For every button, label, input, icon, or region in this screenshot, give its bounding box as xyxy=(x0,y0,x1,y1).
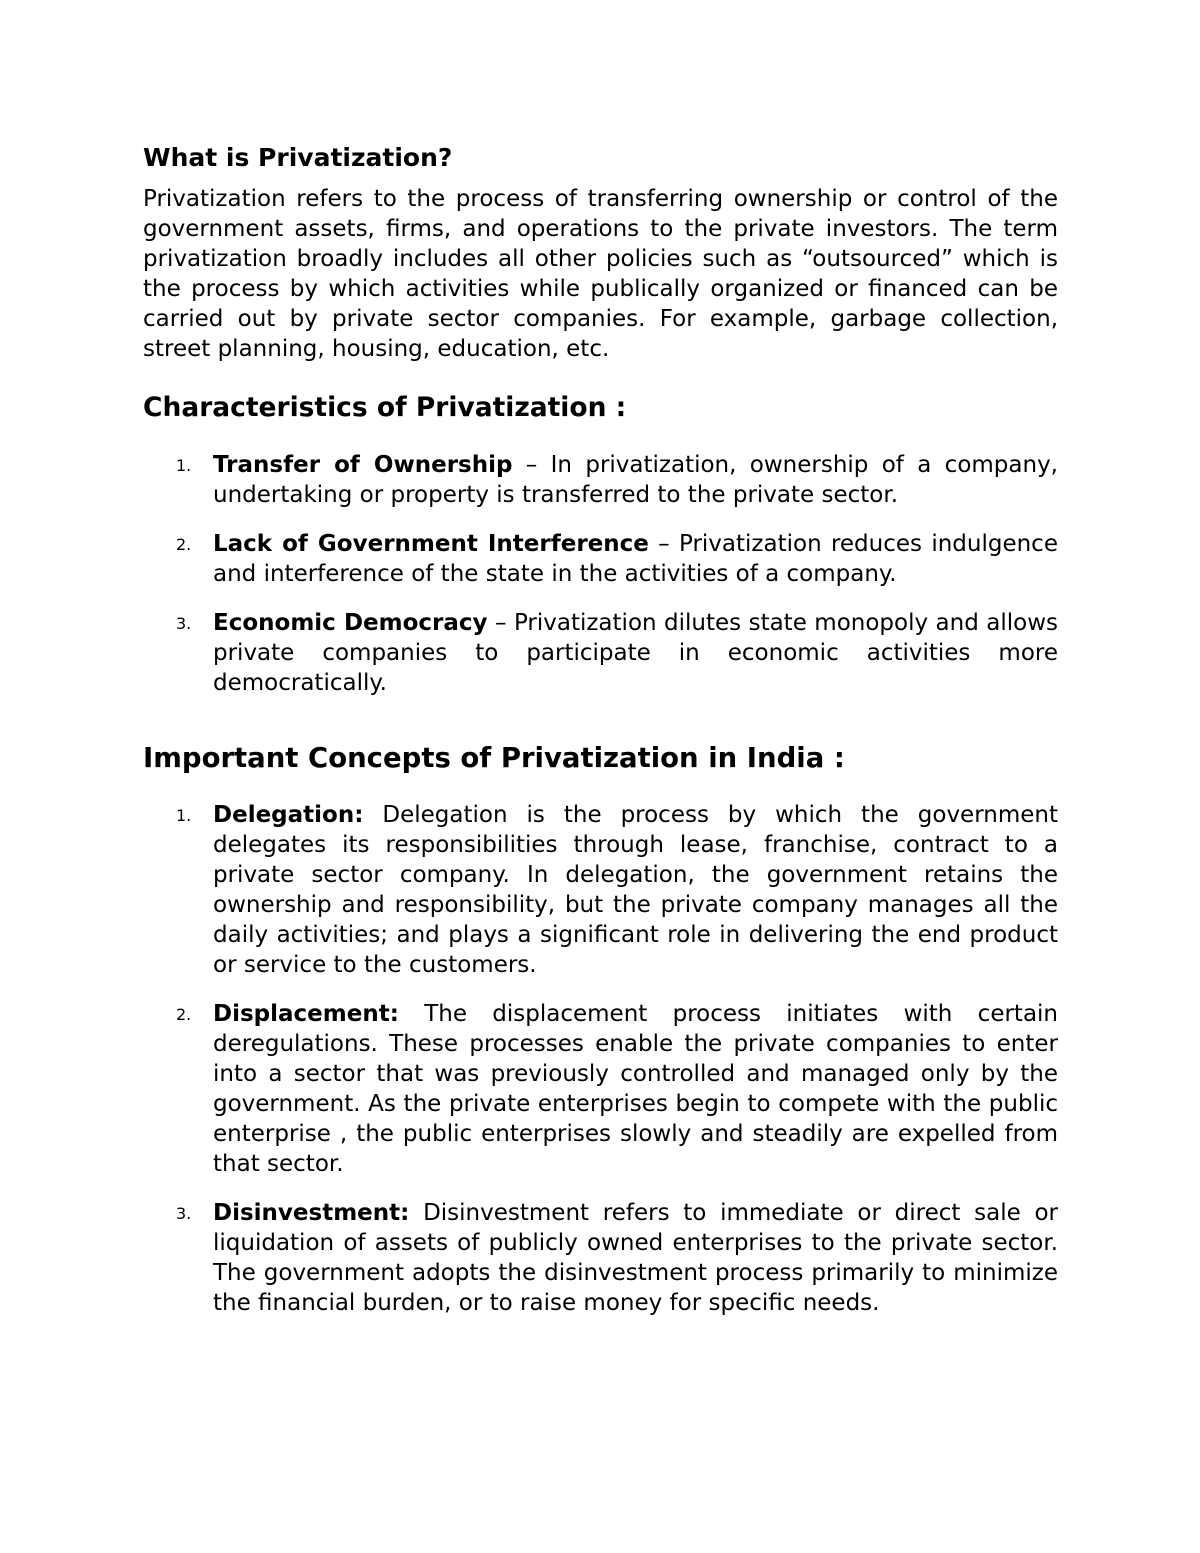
list-number: 2. xyxy=(176,535,192,554)
important-concepts-heading: Important Concepts of Privatization in India : xyxy=(143,742,845,774)
item-separator xyxy=(363,802,382,828)
item-term: Economic Democracy xyxy=(213,610,488,636)
list-number: 1. xyxy=(176,806,192,825)
list-number: 3. xyxy=(176,614,192,633)
document-page xyxy=(143,140,1058,1318)
item-separator: – xyxy=(487,610,514,636)
item-text: Privatization dilutes state monopoly and allows private companies to participate in economic activities more democratically. xyxy=(213,610,1058,696)
list-item xyxy=(143,450,1058,510)
item-text: Delegation is the process by which the government delegates its responsibilities through lease, franchise, contract to a private sector company. In delegation, the government retains the ownership and responsibility, but the private company manages all the daily activities; and plays a significant role in delivering the end product or service to the customers. xyxy=(213,802,1058,978)
item-separator xyxy=(409,1200,423,1226)
item-term: Disinvestment: xyxy=(213,1200,410,1226)
item-text: In privatization, ownership of a company, undertaking or property is transferred to the private sector. xyxy=(213,452,1058,508)
item-separator: – xyxy=(512,452,551,478)
item-term: Transfer of Ownership xyxy=(213,452,513,478)
item-text: Disinvestment refers to immediate or direct sale or liquidation of assets of publicly owned enterprises to the private sector. The government adopts the disinvestment process primarily to minimize the financial burden, or to raise money for specific needs. xyxy=(213,1200,1058,1316)
item-separator xyxy=(399,1001,424,1027)
concepts-list xyxy=(143,800,1058,1318)
item-term: Lack of Government Interference xyxy=(213,531,649,557)
item-term: Delegation: xyxy=(213,802,364,828)
characteristics-heading: Characteristics of Privatization : xyxy=(143,392,627,423)
list-item xyxy=(143,608,1058,698)
item-text: Privatization reduces indulgence and interference of the state in the activities of a company. xyxy=(213,531,1058,587)
list-item xyxy=(143,999,1058,1179)
list-item xyxy=(143,529,1058,589)
list-item xyxy=(143,800,1058,980)
item-term: Displacement: xyxy=(213,1001,399,1027)
privatization-definition-paragraph: Privatization refers to the process of transferring ownership or control of the government assets, firms, and operations to the private investors. The term privatization broadly includes all other policies such as “outsourced” which is the process by which activities while publically organized or financed can be carried out by private sector companies. For example, garbage collection, street planning, housing, education, etc. xyxy=(143,186,1058,362)
list-number: 2. xyxy=(176,1005,192,1024)
list-number: 3. xyxy=(176,1204,192,1223)
list-number: 1. xyxy=(176,456,192,475)
list-item xyxy=(143,1198,1058,1318)
privatization-heading: What is Privatization? xyxy=(143,143,453,172)
item-separator: – xyxy=(648,531,679,557)
characteristics-list xyxy=(143,450,1058,698)
item-text: The displacement process initiates with certain deregulations. These processes enable the private companies to enter into a sector that was previously controlled and managed only by the government. As the private enterprises begin to compete with the public enterprise , the public enterprises slowly and steadily are expelled from that sector. xyxy=(213,1001,1059,1177)
